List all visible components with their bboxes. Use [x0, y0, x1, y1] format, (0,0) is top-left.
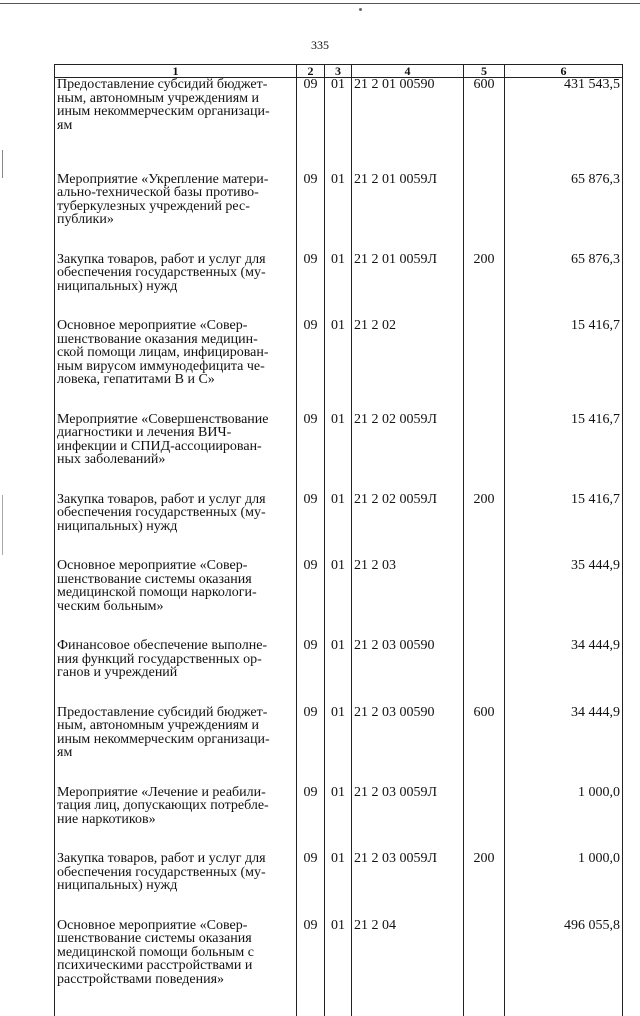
spacer-cell [297, 227, 325, 253]
spacer-cell [505, 613, 623, 639]
table-row [55, 319, 623, 387]
spacer-cell [55, 387, 297, 413]
spacer-cell [55, 467, 297, 493]
spacer-cell [325, 227, 352, 253]
spacer-cell [325, 680, 352, 706]
amount-cell: 65 876,3 [505, 173, 623, 227]
budget-table [54, 64, 623, 1016]
expense-type-cell: 600 [464, 706, 505, 760]
spacer-cell [352, 533, 464, 559]
spacer-cell [55, 986, 297, 1016]
subsection-code-cell: 01 [325, 559, 352, 613]
target-article-cell: 21 2 02 [352, 319, 464, 387]
scan-artifact [2, 150, 3, 178]
target-article-cell: 21 2 02 0059Л [352, 493, 464, 534]
scan-artifact [359, 8, 362, 11]
amount-cell: 1 000,0 [505, 852, 623, 893]
expense-type-cell: 200 [464, 852, 505, 893]
spacer-cell [464, 147, 505, 173]
section-code-cell: 09 [297, 919, 325, 987]
table-row [55, 78, 623, 147]
section-code-cell: 09 [297, 173, 325, 227]
table-row [55, 919, 623, 987]
spacer-cell [55, 893, 297, 919]
spacer-cell [352, 147, 464, 173]
section-code-cell: 09 [297, 786, 325, 827]
column-header: 1 [55, 65, 297, 78]
table-header-row [55, 65, 623, 78]
spacer-cell [505, 293, 623, 319]
table-row [55, 639, 623, 680]
target-article-cell: 21 2 02 0059Л [352, 413, 464, 467]
target-article-cell: 21 2 03 0059Л [352, 786, 464, 827]
subsection-code-cell: 01 [325, 919, 352, 987]
target-article-cell: 21 2 03 00590 [352, 706, 464, 760]
amount-cell: 35 444,9 [505, 559, 623, 613]
item-name-cell: Основное мероприятие «Совер- шенствование оказания медицин- ской помощи лицам, инфицирован- ным вирусом иммунодефицита че- ловека, гепатитами В и С» [55, 319, 297, 387]
spacer-cell [325, 147, 352, 173]
row-spacer [55, 147, 623, 173]
row-spacer [55, 533, 623, 559]
row-spacer [55, 387, 623, 413]
amount-cell: 34 444,9 [505, 706, 623, 760]
page-number: 335 [0, 38, 640, 53]
spacer-cell [55, 613, 297, 639]
subsection-code-cell: 01 [325, 493, 352, 534]
spacer-cell [325, 893, 352, 919]
spacer-cell [352, 680, 464, 706]
amount-cell: 496 055,8 [505, 919, 623, 987]
target-article-cell: 21 2 01 00590 [352, 78, 464, 147]
subsection-code-cell: 01 [325, 173, 352, 227]
spacer-cell [352, 387, 464, 413]
amount-cell: 431 543,5 [505, 78, 623, 147]
item-name-cell: Финансовое обеспечение выполне- ния функций государственных ор- ганов и учреждений [55, 639, 297, 680]
table-row [55, 706, 623, 760]
spacer-cell [297, 680, 325, 706]
spacer-cell [55, 227, 297, 253]
spacer-cell [325, 760, 352, 786]
target-article-cell: 21 2 01 0059Л [352, 253, 464, 294]
spacer-cell [55, 760, 297, 786]
spacer-cell [297, 387, 325, 413]
spacer-cell [325, 533, 352, 559]
spacer-cell [464, 680, 505, 706]
spacer-cell [464, 986, 505, 1016]
spacer-cell [464, 893, 505, 919]
spacer-cell [505, 893, 623, 919]
spacer-cell [297, 986, 325, 1016]
scan-artifact [2, 495, 3, 555]
table-row [55, 173, 623, 227]
spacer-cell [352, 227, 464, 253]
spacer-cell [352, 467, 464, 493]
spacer-cell [297, 147, 325, 173]
spacer-cell [352, 760, 464, 786]
expense-type-cell [464, 413, 505, 467]
item-name-cell: Предоставление субсидий бюджет- ным, автономным учреждениям и иным некоммерческим организаци- ям [55, 706, 297, 760]
amount-cell: 34 444,9 [505, 639, 623, 680]
section-code-cell: 09 [297, 253, 325, 294]
expense-type-cell: 200 [464, 253, 505, 294]
subsection-code-cell: 01 [325, 786, 352, 827]
spacer-cell [352, 613, 464, 639]
section-code-cell: 09 [297, 559, 325, 613]
spacer-cell [297, 613, 325, 639]
amount-cell: 15 416,7 [505, 413, 623, 467]
spacer-cell [505, 986, 623, 1016]
expense-type-cell [464, 786, 505, 827]
spacer-cell [464, 613, 505, 639]
spacer-cell [297, 533, 325, 559]
spacer-cell [297, 760, 325, 786]
item-name-cell: Основное мероприятие «Совер- шенствование системы оказания медицинской помощи наркологи- ческим больным» [55, 559, 297, 613]
amount-cell: 15 416,7 [505, 319, 623, 387]
amount-cell: 15 416,7 [505, 493, 623, 534]
row-spacer [55, 613, 623, 639]
section-code-cell: 09 [297, 706, 325, 760]
subsection-code-cell: 01 [325, 253, 352, 294]
section-code-cell: 09 [297, 852, 325, 893]
spacer-cell [55, 293, 297, 319]
expense-type-cell [464, 173, 505, 227]
expense-type-cell: 600 [464, 78, 505, 147]
expense-type-cell [464, 639, 505, 680]
table-body [55, 78, 623, 1016]
column-header: 4 [352, 65, 464, 78]
target-article-cell: 21 2 04 [352, 919, 464, 987]
subsection-code-cell: 01 [325, 413, 352, 467]
column-header: 2 [297, 65, 325, 78]
item-name-cell: Закупка товаров, работ и услуг для обеспечения государственных (му- ниципальных) нужд [55, 852, 297, 893]
spacer-cell [352, 893, 464, 919]
item-name-cell: Закупка товаров, работ и услуг для обеспечения государственных (му- ниципальных) нужд [55, 493, 297, 534]
subsection-code-cell: 01 [325, 639, 352, 680]
row-spacer [55, 760, 623, 786]
expense-type-cell [464, 319, 505, 387]
spacer-cell [297, 893, 325, 919]
spacer-cell [505, 826, 623, 852]
spacer-cell [55, 147, 297, 173]
subsection-code-cell: 01 [325, 78, 352, 147]
spacer-cell [352, 986, 464, 1016]
subsection-code-cell: 01 [325, 319, 352, 387]
table-row [55, 559, 623, 613]
spacer-cell [464, 533, 505, 559]
item-name-cell: Основное мероприятие «Совер- шенствование системы оказания медицинской помощи больным с психическими расстройствами и расстройствами поведения» [55, 919, 297, 987]
column-header: 6 [505, 65, 623, 78]
spacer-cell [325, 467, 352, 493]
row-spacer [55, 826, 623, 852]
section-code-cell: 09 [297, 78, 325, 147]
spacer-cell [55, 826, 297, 852]
spacer-cell [352, 826, 464, 852]
row-spacer [55, 680, 623, 706]
section-code-cell: 09 [297, 413, 325, 467]
spacer-cell [464, 293, 505, 319]
spacer-cell [297, 826, 325, 852]
spacer-cell [505, 760, 623, 786]
spacer-cell [55, 680, 297, 706]
spacer-cell [55, 533, 297, 559]
amount-cell: 1 000,0 [505, 786, 623, 827]
spacer-cell [325, 986, 352, 1016]
spacer-cell [464, 826, 505, 852]
amount-cell: 65 876,3 [505, 253, 623, 294]
subsection-code-cell: 01 [325, 852, 352, 893]
row-spacer [55, 293, 623, 319]
spacer-cell [325, 293, 352, 319]
spacer-cell [464, 467, 505, 493]
expense-type-cell [464, 559, 505, 613]
item-name-cell: Предоставление субсидий бюджет- ным, автономным учреждениям и иным некоммерческим организаци- ям [55, 78, 297, 147]
row-spacer [55, 467, 623, 493]
table-row [55, 852, 623, 893]
target-article-cell: 21 2 03 0059Л [352, 852, 464, 893]
target-article-cell: 21 2 03 00590 [352, 639, 464, 680]
spacer-cell [464, 227, 505, 253]
spacer-cell [505, 533, 623, 559]
section-code-cell: 09 [297, 639, 325, 680]
table-row [55, 786, 623, 827]
spacer-cell [505, 147, 623, 173]
item-name-cell: Закупка товаров, работ и услуг для обеспечения государственных (му- ниципальных) нужд [55, 253, 297, 294]
top-border-rule [0, 3, 640, 4]
section-code-cell: 09 [297, 319, 325, 387]
spacer-cell [325, 613, 352, 639]
spacer-cell [505, 227, 623, 253]
spacer-cell [297, 293, 325, 319]
subsection-code-cell: 01 [325, 706, 352, 760]
column-header: 5 [464, 65, 505, 78]
spacer-cell [325, 826, 352, 852]
item-name-cell: Мероприятие «Совершенствование диагностики и лечения ВИЧ- инфекции и СПИД-ассоциирован- ных заболеваний» [55, 413, 297, 467]
table-row [55, 493, 623, 534]
target-article-cell: 21 2 01 0059Л [352, 173, 464, 227]
item-name-cell: Мероприятие «Лечение и реабили- тация лиц, допускающих потребле- ние наркотиков» [55, 786, 297, 827]
spacer-cell [352, 293, 464, 319]
column-header: 3 [325, 65, 352, 78]
spacer-cell [505, 680, 623, 706]
spacer-cell [325, 387, 352, 413]
spacer-cell [505, 387, 623, 413]
row-spacer [55, 227, 623, 253]
section-code-cell: 09 [297, 493, 325, 534]
target-article-cell: 21 2 03 [352, 559, 464, 613]
expense-type-cell [464, 919, 505, 987]
table-row [55, 413, 623, 467]
spacer-cell [464, 760, 505, 786]
table-row [55, 253, 623, 294]
row-spacer [55, 893, 623, 919]
spacer-cell [464, 387, 505, 413]
item-name-cell: Мероприятие «Укрепление матери- ально-технической базы противо- туберкулезных учреждений рес- публики» [55, 173, 297, 227]
spacer-cell [297, 467, 325, 493]
row-spacer [55, 986, 623, 1016]
expense-type-cell: 200 [464, 493, 505, 534]
spacer-cell [505, 467, 623, 493]
